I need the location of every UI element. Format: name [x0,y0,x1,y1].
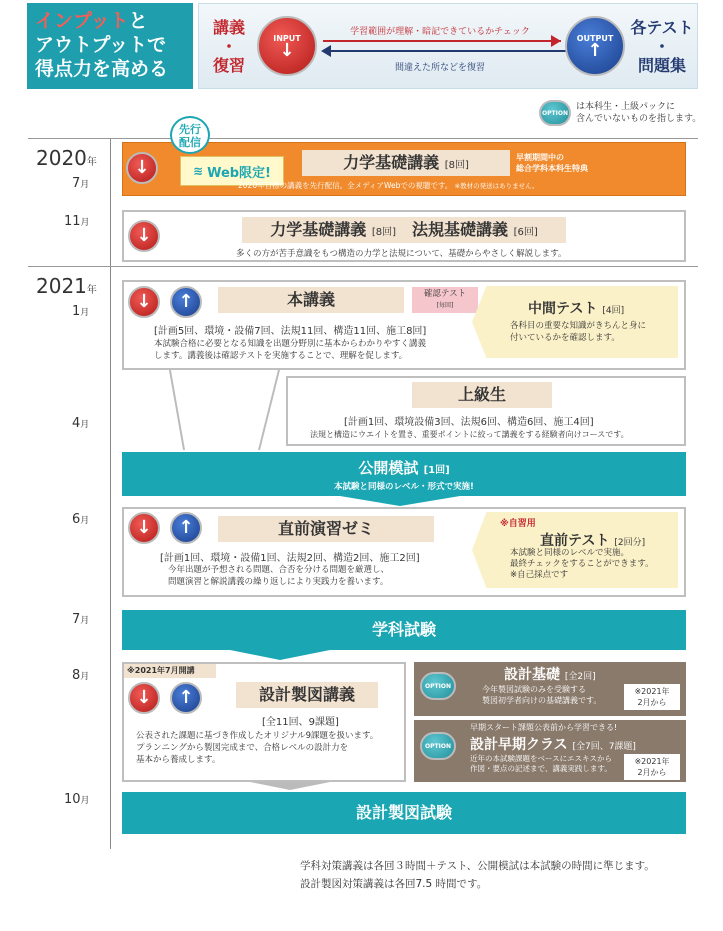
seizu-title: 設計製図講義 [236,682,378,708]
advanced-desc: 法規と構造にウエイトを置き、重要ポイントに絞って講義をする経験者向けコースです。 [310,430,629,439]
sekkei-kiso-title: 設計基礎 [全2回] [504,667,596,683]
month-6: 6月 [72,512,90,527]
basics-desc: 多くの方が苦手意識をもつ構造の力学と法規について、基礎からやさしく解説します。 [236,249,567,259]
seizu-start-badge: ※2021年7月開講 [124,664,216,678]
final-test-desc: 本試験と同様のレベルで実施。 最終チェックをすることができます。 ※自己採点です [510,548,654,580]
confirm-test-badge: 確認テスト [毎回] [412,287,478,313]
sekkei-kiso-desc: 今年製図試験のみを受験する 製図初学者向けの基礎講義です。 [482,685,602,705]
bottom-arrow-line [329,50,567,52]
option-note-text: は本科生・上級パックに 含んでいないものを指します。 [576,102,702,124]
option-icon: OPTION [420,672,456,700]
output-icon [170,286,202,318]
funnel-line-left [169,370,185,450]
gakka-exam-box: 学科試験 [122,610,686,650]
option-icon: OPTION [420,732,456,760]
month-7-2021: 7月 [72,612,90,627]
output-icon [170,682,202,714]
seizu-desc: 公表された課題に基づき作成したオリジナル9課題を扱います。 プランニングから製図完成まで、合格レベルの設計力を 基本から養成します。 [136,731,379,765]
input-icon [128,682,160,714]
advanced-title: 上級生 [412,382,552,408]
year-2021: 2021年 [36,274,97,298]
top-arrow-line [323,40,561,42]
left-arrowhead [321,45,331,57]
sekkei-soki-desc: 近年の本試験課題をベースにエスキスから 作図・要点の記述まで、講義実践します。 [470,754,612,773]
self-study-label: ※自習用 [500,519,536,529]
output-icon [170,512,202,544]
footer-line2: 設計製図対策講義は各回7.5 時間です。 [300,878,488,890]
seizu-arrow [250,782,330,790]
sekkei-soki-sub: 早期スタート課題公表前から学習できる! [470,723,618,732]
mock-desc: 本試験と同様のレベル・形式で実施! [334,482,474,492]
timeline-axis [110,138,111,849]
input-icon: INPUT ↓ [257,16,317,76]
input-output-diagram [198,3,698,89]
month-11: 11月 [64,214,90,229]
basics-title: 力学基礎講義 [8回] 法規基礎講義 [6回] [242,217,566,243]
main-course-breakdown: [計画5回、環境・設備7回、法規11回、構造11回、施工8回] [154,326,427,337]
divider-2021 [28,266,698,267]
mock-exam-box [122,452,686,496]
lecture-review-label: 講義 ・ 復習 [212,18,245,75]
top-arrow-text: 学習範囲が理解・暗記できているかチェック [350,27,530,37]
sekkei-soki-start: ※2021年 2月から [624,754,680,780]
advance-delivery-bubble: 先行 配信 [170,116,210,154]
web-only-badge: ≋ Web限定! [180,156,284,186]
advance-perk: 早割期間中の 総合学科本科生特典 [516,153,588,173]
input-icon [128,512,160,544]
output-icon: OUTPUT ↑ [565,16,625,76]
wifi-icon: ≋ [193,164,204,178]
sekkei-soki-title: 設計早期クラス [全7回、7課題] [470,737,636,753]
input-icon [128,220,160,252]
month-4: 4月 [72,416,90,431]
sekkei-kiso-start: ※2021年 2月から [624,684,680,710]
option-icon: OPTION [539,100,571,126]
final-title: 直前演習ゼミ [218,516,434,542]
final-test-title: 直前テスト [2回分] [540,533,646,549]
final-desc: 今年出題が予想される問題、合否を分ける問題を厳選し、 問題演習と解説講義の繰り返しにより実践力を養います。 [168,565,390,587]
advanced-breakdown: [計画1回、環境設備3回、法規6回、構造6回、施工4回] [344,417,594,428]
month-10: 10月 [64,792,90,807]
final-breakdown: [計画1回、環境・設備1回、法規2回、構造2回、施工2回] [160,553,420,564]
month-7-2020: 7月 [72,176,90,191]
title-line3: 得点力を高める [35,58,169,80]
seizu-exam-box: 設計製図試験 [122,792,686,834]
main-course-title: 本講義 [218,287,404,313]
tests-label: 各テスト ・ 問題集 [630,18,694,75]
funnel-line-right [258,370,280,450]
seizu-count: [全11回、9課題] [262,717,339,728]
input-icon [128,286,160,318]
month-1: 1月 [72,304,90,319]
title-input-word: インプット [35,10,129,32]
year-2020: 2020年 [36,146,97,170]
midterm-title: 中間テスト [4回] [528,301,625,317]
advance-desc: 2020年目標の講義を先行配信。全メディアWebでの視聴です。 ※教材の発送はありません。 [238,181,539,190]
bottom-arrow-text: 間違えた所などを復習 [394,63,485,73]
mock-title: 公開模試 [1回] [358,459,450,477]
main-course-desc: 本試験合格に必要となる知識を出題分野別に基本からわかりやすく講義 します。講義後は確認テストを実施することで、理解を促します。 [154,339,427,361]
gakka-arrow [230,650,330,660]
footer-line1: 学科対策講義は各回３時間＋テスト、公開模試は本試験の時間に準じます。 [300,860,655,872]
header-title [27,3,193,89]
midterm-desc: 各科目の重要な知識がきちんと身に 付いているかを確認します。 [510,321,647,343]
right-arrowhead [551,35,561,47]
input-icon [126,152,158,184]
advance-title: 力学基礎講義 [8回] [302,150,510,176]
divider-2020 [28,138,698,139]
title-output-word: アウトプット [35,34,148,56]
mock-arrow [340,496,460,506]
title-to: と [128,10,148,32]
title-de: で [147,34,167,56]
month-8: 8月 [72,668,90,683]
